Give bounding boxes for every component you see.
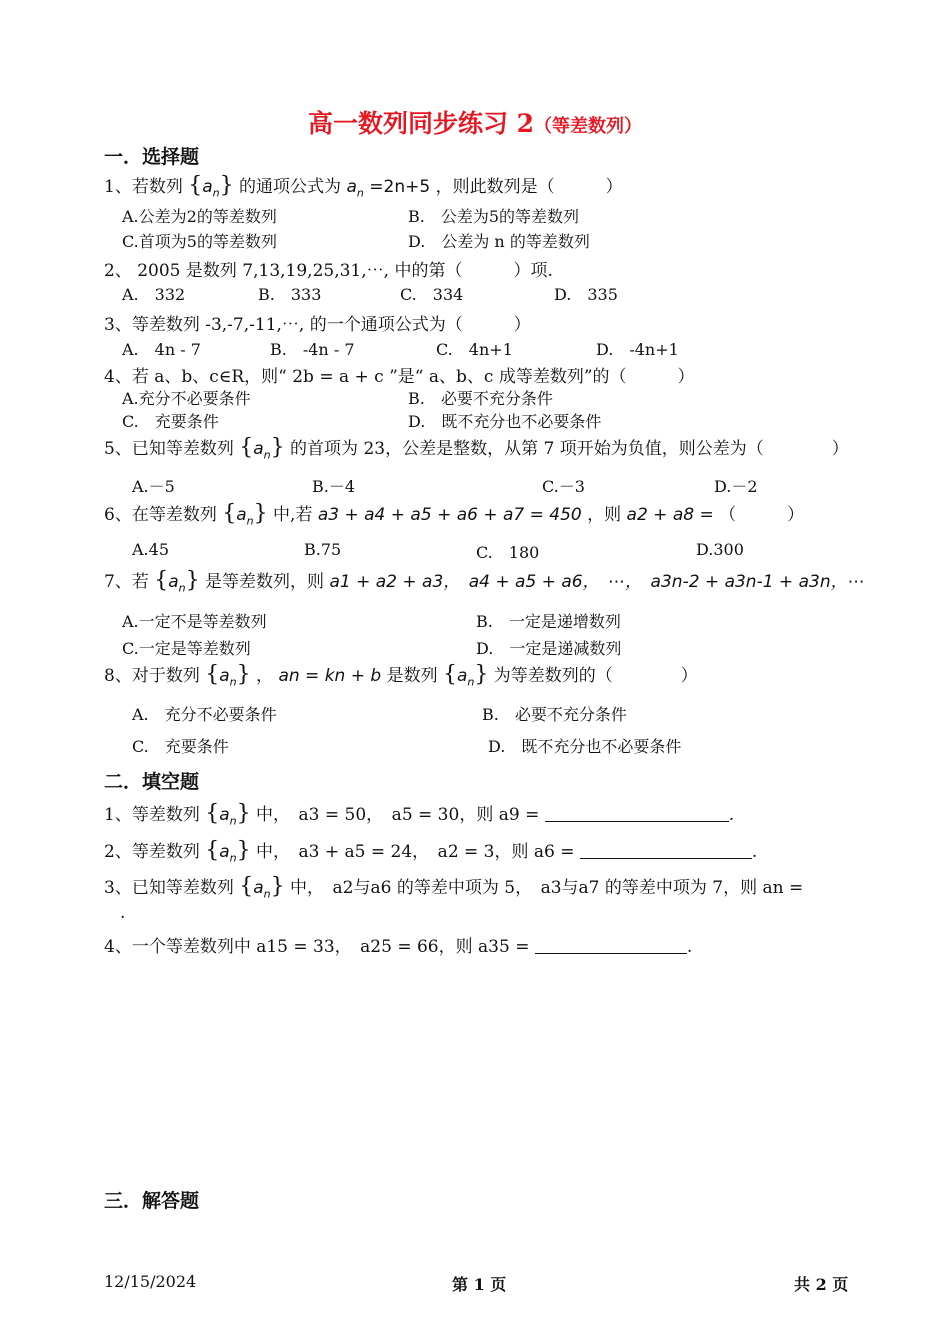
fill-2 [104,837,757,864]
answer-blank[interactable] [580,842,752,859]
title-sub: （等差数列） [534,116,643,137]
question-2: 2、 2005 是数列 7,13,19,25,31,⋯, 中的第（ ）项. [104,261,553,281]
section-choice: 一．选择题 [104,146,200,168]
seq-brace: $\{a_n\}$ [154,568,200,595]
f3-end: . [120,903,126,923]
footer-date: 12/15/2024 [104,1272,197,1291]
f1-text: 中， a3 = 50， a5 = 30，则 a9 = [256,805,540,825]
q6-mid: 中,若 [273,505,313,525]
section-fill: 二．填空题 [104,771,200,793]
question-1 [104,172,623,199]
f3-text: 中， a2与a6 的等差中项为 5， a3与a7 的等差中项为 7，则 an = [290,878,804,898]
q8-option-a: A. 充分不必要条件 [132,705,277,724]
seq-brace: $\{a_n\}$ [442,662,489,689]
q2-option-b: B. 333 [258,285,322,304]
q1-formula: =2n+5 [369,177,431,197]
fill-4 [104,932,692,957]
seq-brace: $\{a_n\}$ [239,874,285,901]
q7-mid: 是等差数列，则 [205,572,325,592]
fill-1 [104,800,734,827]
q8-formula: an = kn + b [278,666,382,686]
q6-pre: 6、在等差数列 [104,505,217,525]
f3-pre: 3、已知等差数列 [104,878,234,898]
q6-tail: （ ） [719,505,805,525]
question-6 [104,500,804,527]
q7-option-c: C.一定是等差数列 [122,639,251,658]
q5-pre: 5、已知等差数列 [104,439,234,459]
section-answer: 三．解答题 [104,1190,200,1212]
footer-page: 第 1 页 [452,1275,507,1294]
q6-option-b: B.75 [304,540,342,559]
q8-post: 为等差数列的（ ） [493,666,698,686]
q1-option-d: D. 公差为 n 的等差数列 [408,232,590,251]
q1-option-b: B. 公差为5的等差数列 [408,207,580,226]
question-8 [104,661,698,688]
f2-pre: 2、等差数列 [104,842,200,862]
seq-brace: $\{a_n\}$ [205,662,251,689]
seq-brace: $\{a_n\}$ [222,501,268,528]
q1-option-c: C.首项为5的等差数列 [122,232,277,251]
footer-total: 共 2 页 [794,1275,849,1294]
q7-formula: a1 + a2 + a3， a4 + a5 + a6， ⋯， a3n-2 + a3n-1 + a3n，⋯ [329,572,865,592]
q1-pre: 1、若数列 [104,177,183,197]
question-3: 3、等差数列 -3,-7,-11,⋯, 的一个通项公式为（ ） [104,315,531,335]
q1-mid: 的通项公式为 [239,177,342,197]
q2-option-c: C. 334 [400,285,464,304]
q5-option-b: B.－4 [312,477,356,496]
answer-blank[interactable] [535,937,687,954]
q5-option-c: C.－3 [542,477,585,496]
q8-mid: ， [256,666,274,686]
q6-formula: a3 + a4 + a5 + a6 + a7 = 450 [317,505,582,525]
seq-brace: $\{a_n\}$ [239,435,285,462]
f1-pre: 1、等差数列 [104,805,200,825]
q1-option-a: A.公差为2的等差数列 [122,207,277,226]
q7-option-d: D. 一定是递减数列 [476,639,622,658]
seq-brace: $\{a_n\}$ [205,801,251,828]
q2-option-d: D. 335 [554,285,618,304]
q8-pre: 8、对于数列 [104,666,200,686]
q2-option-a: A. 332 [122,285,186,304]
q6-option-d: D.300 [696,540,744,559]
f4-end: . [686,937,693,957]
question-4: 4、若 a、b、c∈R，则“ 2b = a + c ”是“ a、b、c 成等差数列”的（ ） [104,367,695,387]
q8-option-c: C. 充要条件 [132,737,229,756]
q7-option-a: A.一定不是等差数列 [122,612,267,631]
q3-option-d: D. -4n+1 [596,340,679,359]
q7-pre: 7、若 [104,572,149,592]
q1-post: ，则此数列是（ ） [435,177,623,197]
q5-post: 的首项为 23，公差是整数，从第 7 项开始为负值，则公差为（ ） [290,439,849,459]
title-main: 高一数列同步练习 2 [307,109,535,138]
f2-text: 中， a3 + a5 = 24， a2 = 3，则 a6 = [256,842,575,862]
q8-mid2: 是数列 [386,666,438,686]
q6-formula2: a2 + a8 = [626,505,714,525]
q4-option-d: D. 既不充分也不必要条件 [408,412,602,431]
q3-option-a: A. 4n - 7 [122,340,201,359]
question-7 [104,567,865,594]
q6-post: ，则 [587,505,622,525]
seq-brace: $\{a_n\}$ [188,173,234,200]
q1-an: $a_n$ [346,177,364,200]
q5-option-a: A.－5 [132,477,175,496]
q8-option-b: B. 必要不充分条件 [482,705,627,724]
question-5 [104,434,849,461]
q5-option-d: D.－2 [714,477,758,496]
q4-option-a: A.充分不必要条件 [122,389,251,408]
q3-option-b: B. -4n - 7 [270,340,355,359]
f4-text: 4、一个等差数列中 a15 = 33， a25 = 66，则 a35 = [104,937,530,957]
f1-end: . [728,805,735,825]
page-title [0,104,950,140]
q6-option-a: A.45 [132,540,169,559]
q3-option-c: C. 4n+1 [436,340,513,359]
fill-3 [104,873,803,900]
q4-option-c: C. 充要条件 [122,412,219,431]
answer-blank[interactable] [545,805,729,822]
q7-option-b: B. 一定是递增数列 [476,612,621,631]
q6-option-c: C. 180 [476,543,540,562]
q4-option-b: B. 必要不充分条件 [408,389,553,408]
f2-end: . [751,842,758,862]
seq-brace: $\{a_n\}$ [205,838,251,865]
q8-option-d: D. 既不充分也不必要条件 [488,737,682,756]
